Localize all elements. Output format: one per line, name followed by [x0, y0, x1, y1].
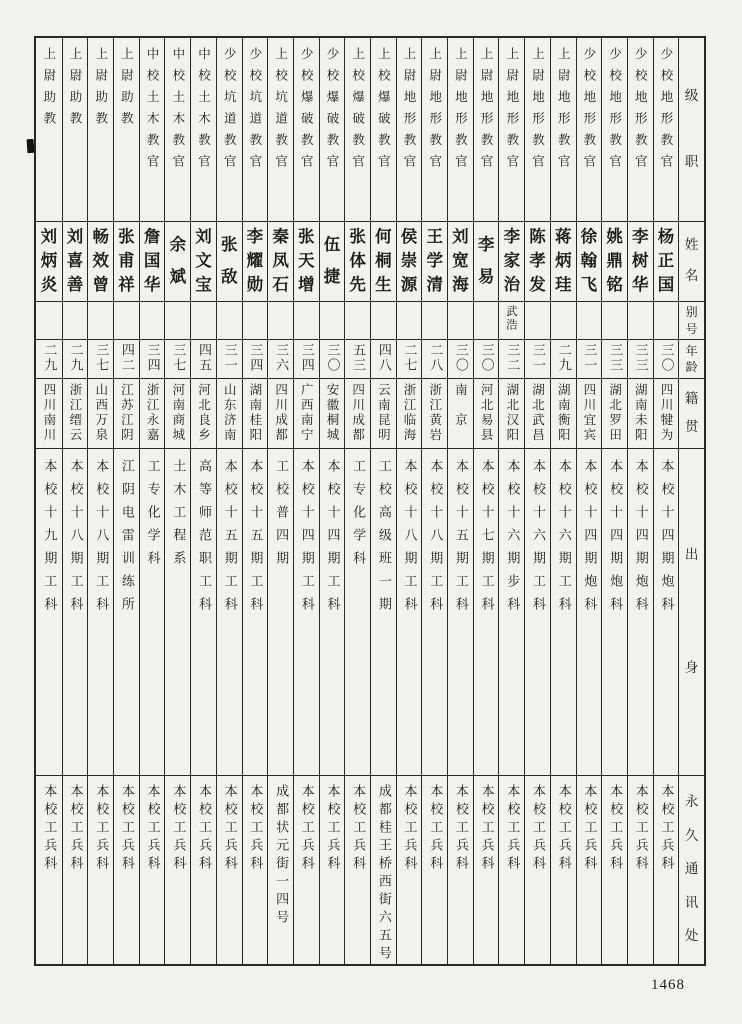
cell-origin: 工专化学科 [345, 449, 370, 776]
cell-age: 三七 [165, 340, 190, 379]
cell-age: 三一 [525, 340, 550, 379]
cell-address: 本校工兵科 [247, 784, 263, 874]
cell-alias [371, 302, 396, 340]
cell-address: 本校工兵科 [632, 784, 648, 874]
cell-alias [422, 302, 447, 340]
cell-age: 二七 [397, 340, 422, 379]
header-rank: 级 职 [679, 38, 704, 222]
cell-rank: 上尉助教 [114, 38, 139, 222]
cell-name: 张 敌 [217, 222, 242, 302]
cell-rank: 上尉地形教官 [448, 38, 473, 222]
cell-name: 秦 凤 石 [268, 222, 293, 302]
person-column [370, 38, 396, 964]
cell-address: 成都桂王桥西街六五号 [375, 784, 391, 964]
cell-age: 四五 [191, 340, 216, 379]
cell-name: 李 耀 勋 [243, 222, 268, 302]
cell-name: 刘 宽 海 [448, 222, 473, 302]
cell-name: 詹 国 华 [140, 222, 165, 302]
cell-origin: 本校十六期工科 [525, 449, 550, 776]
cell-address: 本校工兵科 [324, 784, 340, 874]
cell-alias [628, 302, 653, 340]
cell-alias [551, 302, 576, 340]
cell-alias [243, 302, 268, 340]
cell-alias: 武浩 [499, 302, 524, 340]
cell-native_place: 云南昆明 [371, 379, 396, 449]
cell-origin: 土木工程系 [165, 449, 190, 776]
cell-origin: 本校十八期工科 [422, 449, 447, 776]
cell-origin: 工校高级班一期 [371, 449, 396, 776]
person-column [653, 38, 679, 964]
cell-native_place: 湖北武昌 [525, 379, 550, 449]
cell-age: 三一 [217, 340, 242, 379]
cell-address: 本校工兵科 [170, 784, 186, 874]
cell-native_place: 河北良乡 [191, 379, 216, 449]
cell-origin: 本校十八期工科 [88, 449, 113, 776]
header-alias: 别 号 [679, 302, 704, 340]
cell-rank: 上尉地形教官 [474, 38, 499, 222]
cell-rank: 上尉助教 [88, 38, 113, 222]
cell-rank: 少校坑道教官 [243, 38, 268, 222]
cell-age: 二九 [551, 340, 576, 379]
cell-age: 三四 [140, 340, 165, 379]
person-column [396, 38, 422, 964]
cell-rank: 上尉助教 [63, 38, 88, 222]
cell-rank: 少校爆破教官 [320, 38, 345, 222]
cell-native_place: 四川犍为 [654, 379, 679, 449]
cell-alias [294, 302, 319, 340]
cell-name: 伍 捷 [320, 222, 345, 302]
person-column [216, 38, 242, 964]
cell-native_place: 四川成都 [268, 379, 293, 449]
cell-native_place: 山西万泉 [88, 379, 113, 449]
cell-age: 三三 [602, 340, 627, 379]
cell-age: 三〇 [320, 340, 345, 379]
cell-address: 本校工兵科 [504, 784, 520, 874]
cell-alias [654, 302, 679, 340]
cell-alias [320, 302, 345, 340]
person-column [139, 38, 165, 964]
header-origin: 出 身 [679, 449, 704, 776]
cell-address: 本校工兵科 [144, 784, 160, 874]
cell-age: 三〇 [474, 340, 499, 379]
cell-name: 畅 效 曾 [88, 222, 113, 302]
cell-origin: 本校十五期工科 [243, 449, 268, 776]
cell-rank: 少校坑道教官 [217, 38, 242, 222]
header-name: 姓 名 [679, 222, 704, 302]
cell-alias [36, 302, 62, 340]
cell-address: 本校工兵科 [93, 784, 109, 874]
cell-native_place: 湖南桂阳 [243, 379, 268, 449]
person-column [36, 38, 62, 964]
cell-rank: 上尉助教 [36, 38, 62, 222]
cell-address: 本校工兵科 [401, 784, 417, 874]
cell-age: 二八 [422, 340, 447, 379]
cell-rank: 少校地形教官 [628, 38, 653, 222]
cell-rank: 少校地形教官 [654, 38, 679, 222]
cell-alias [268, 302, 293, 340]
cell-origin: 江阴电雷训练所 [114, 449, 139, 776]
cell-alias [114, 302, 139, 340]
cell-native_place: 四川南川 [36, 379, 62, 449]
cell-origin: 工专化学科 [140, 449, 165, 776]
cell-native_place: 湖北罗田 [602, 379, 627, 449]
ink-smudge-artifact [27, 139, 35, 153]
cell-alias [577, 302, 602, 340]
cell-address: 本校工兵科 [427, 784, 443, 874]
cell-rank: 上尉地形教官 [397, 38, 422, 222]
cell-name: 张 体 先 [345, 222, 370, 302]
cell-alias [88, 302, 113, 340]
cell-age: 五三 [345, 340, 370, 379]
cell-native_place: 浙江黄岩 [422, 379, 447, 449]
cell-native_place: 河北易县 [474, 379, 499, 449]
cell-origin: 工校普四期 [268, 449, 293, 776]
cell-rank: 上校爆破教官 [345, 38, 370, 222]
cell-rank: 上尉地形教官 [551, 38, 576, 222]
cell-age: 三四 [294, 340, 319, 379]
cell-origin: 本校十九期工科 [36, 449, 62, 776]
cell-origin: 本校十四期工科 [294, 449, 319, 776]
cell-alias [602, 302, 627, 340]
cell-origin: 本校十八期工科 [397, 449, 422, 776]
cell-age: 三七 [88, 340, 113, 379]
cell-rank: 中校土木教官 [140, 38, 165, 222]
cell-rank: 上尉地形教官 [499, 38, 524, 222]
cell-address: 本校工兵科 [478, 784, 494, 874]
person-column [576, 38, 602, 964]
cell-native_place: 湖南未阳 [628, 379, 653, 449]
cell-age: 三一 [577, 340, 602, 379]
person-column [473, 38, 499, 964]
cell-name: 刘 炳 炎 [36, 222, 62, 302]
cell-name: 刘 文 宝 [191, 222, 216, 302]
cell-address: 本校工兵科 [581, 784, 597, 874]
cell-address: 本校工兵科 [530, 784, 545, 874]
cell-native_place: 江苏江阴 [114, 379, 139, 449]
cell-age: 三二 [499, 340, 524, 379]
cell-origin: 本校十六期工科 [551, 449, 576, 776]
cell-native_place: 四川成都 [345, 379, 370, 449]
cell-name: 杨 正 国 [654, 222, 679, 302]
person-column [62, 38, 88, 964]
cell-rank: 少校地形教官 [577, 38, 602, 222]
cell-name: 何 桐 生 [371, 222, 396, 302]
person-column [627, 38, 653, 964]
person-column [190, 38, 216, 964]
cell-address: 本校工兵科 [118, 784, 134, 874]
cell-alias [63, 302, 88, 340]
cell-address: 本校工兵科 [221, 784, 237, 874]
cell-alias [191, 302, 216, 340]
cell-address: 本校工兵科 [298, 784, 314, 874]
cell-rank: 上校坑道教官 [268, 38, 293, 222]
cell-age: 三四 [243, 340, 268, 379]
cell-address: 本校工兵科 [41, 784, 57, 874]
cell-rank: 上尉地形教官 [525, 38, 550, 222]
cell-native_place: 河南商城 [165, 379, 190, 449]
cell-rank: 上尉地形教官 [422, 38, 447, 222]
cell-origin: 本校十六期步科 [499, 449, 524, 776]
cell-rank: 中校土木教官 [165, 38, 190, 222]
cell-origin: 本校十四期炮科 [654, 449, 679, 776]
person-column [344, 38, 370, 964]
person-column [87, 38, 113, 964]
page-number: 1468 [651, 977, 685, 993]
cell-name: 张 天 增 [294, 222, 319, 302]
cell-native_place: 浙江缙云 [63, 379, 88, 449]
person-column [113, 38, 139, 964]
cell-name: 李 家 治 [499, 222, 524, 302]
person-column [242, 38, 268, 964]
cell-origin: 本校十八期工科 [63, 449, 88, 776]
cell-age: 三三 [628, 340, 653, 379]
cell-age: 三〇 [448, 340, 473, 379]
cell-age: 三〇 [654, 340, 679, 379]
cell-alias [345, 302, 370, 340]
header-age: 年 龄 [679, 340, 704, 379]
cell-address: 本校工兵科 [452, 784, 468, 874]
cell-origin: 本校十四期炮科 [602, 449, 627, 776]
cell-name: 刘 喜 善 [63, 222, 88, 302]
person-column [267, 38, 293, 964]
cell-native_place: 山东济南 [217, 379, 242, 449]
cell-name: 徐 翰 飞 [577, 222, 602, 302]
person-column [524, 38, 550, 964]
cell-alias [165, 302, 190, 340]
cell-address: 本校工兵科 [658, 784, 674, 874]
header-address: 永 久 通 讯 处 [684, 794, 699, 945]
cell-name: 李 树 华 [628, 222, 653, 302]
cell-alias [474, 302, 499, 340]
cell-age: 二九 [63, 340, 88, 379]
cell-native_place: 安徽桐城 [320, 379, 345, 449]
cell-address: 本校工兵科 [555, 784, 571, 874]
cell-alias [217, 302, 242, 340]
person-column [447, 38, 473, 964]
cell-address: 本校工兵科 [196, 784, 211, 874]
cell-address: 本校工兵科 [350, 784, 366, 874]
person-column [319, 38, 345, 964]
cell-origin: 高等师范职工科 [191, 449, 216, 776]
cell-native_place: 湖南衡阳 [551, 379, 576, 449]
person-column [421, 38, 447, 964]
cell-origin: 本校十五期工科 [448, 449, 473, 776]
header-native_place: 籍 贯 [679, 379, 704, 449]
cell-native_place: 广西南宁 [294, 379, 319, 449]
cell-name: 姚 鼎 铭 [602, 222, 627, 302]
cell-name: 陈 孝 发 [525, 222, 550, 302]
cell-name: 李 易 [474, 222, 499, 302]
cell-name: 余 斌 [165, 222, 190, 302]
cell-origin: 本校十四期炮科 [577, 449, 602, 776]
cell-origin: 本校十五期工科 [217, 449, 242, 776]
cell-rank: 少校地形教官 [602, 38, 627, 222]
cell-alias [140, 302, 165, 340]
cell-name: 张 甫 祥 [114, 222, 139, 302]
cell-origin: 本校十七期工科 [474, 449, 499, 776]
cell-native_place: 浙江永嘉 [140, 379, 165, 449]
cell-address: 本校工兵科 [67, 784, 83, 874]
cell-native_place: 浙江临海 [397, 379, 422, 449]
person-column [498, 38, 524, 964]
cell-address: 成都状元街一四号 [273, 784, 289, 928]
cell-address: 本校工兵科 [607, 784, 623, 874]
cell-native_place: 南 京 [448, 379, 473, 449]
cell-rank: 少校爆破教官 [294, 38, 319, 222]
cell-name: 王 学 清 [422, 222, 447, 302]
cell-name: 蒋 炳 珪 [551, 222, 576, 302]
person-column [293, 38, 319, 964]
cell-native_place: 四川宜宾 [577, 379, 602, 449]
person-column [550, 38, 576, 964]
cell-alias [448, 302, 473, 340]
person-column [601, 38, 627, 964]
cell-origin: 本校十四期工科 [320, 449, 345, 776]
cell-age: 四二 [114, 340, 139, 379]
cell-rank: 上校爆破教官 [371, 38, 396, 222]
cell-name: 侯 崇 源 [397, 222, 422, 302]
person-column [164, 38, 190, 964]
cell-origin: 本校十四期炮科 [628, 449, 653, 776]
personnel-table [34, 36, 706, 966]
cell-rank: 中校土木教官 [191, 38, 216, 222]
cell-native_place: 湖北汉阳 [499, 379, 524, 449]
cell-alias [525, 302, 550, 340]
cell-age: 四八 [371, 340, 396, 379]
cell-age: 三六 [268, 340, 293, 379]
cell-age: 二九 [36, 340, 62, 379]
header-column [678, 38, 704, 964]
cell-alias [397, 302, 422, 340]
